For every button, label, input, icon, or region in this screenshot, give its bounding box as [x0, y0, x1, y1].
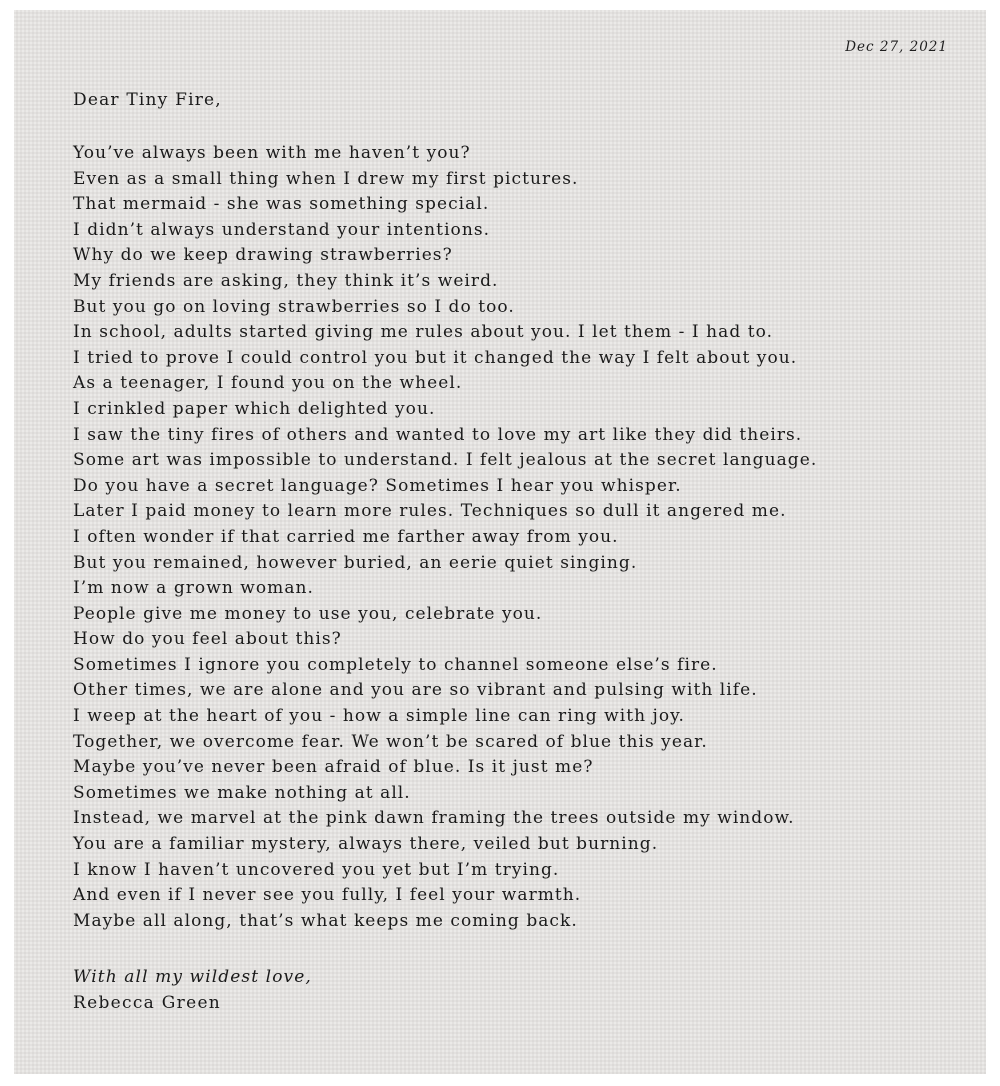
letter-paper	[14, 10, 986, 1074]
letter-line: Some art was impossible to understand. I felt jealous at the secret language.	[73, 450, 818, 471]
letter-line: You’ve always been with me haven’t you?	[73, 143, 471, 163]
letter-line: Other times, we are alone and you are so vibrant and pulsing with life.	[73, 680, 758, 701]
letter-line: Sometimes I ignore you completely to channel someone else’s fire.	[73, 654, 718, 675]
letter-line: I know I haven’t uncovered you yet but I’m trying.	[73, 859, 560, 880]
letter-line: As a teenager, I found you on the wheel.	[73, 373, 463, 394]
letter-line: I saw the tiny fires of others and wanted to love my art like they did theirs.	[73, 424, 803, 445]
letter-line: Later I paid money to learn more rules. Techniques so dull it angered me.	[73, 501, 787, 522]
letter-line: Sometimes we make nothing at all.	[73, 782, 411, 803]
letter-line: My friends are asking, they think it’s weird.	[73, 270, 499, 291]
letter-line: That mermaid - she was something special.	[73, 194, 490, 215]
letter-line: Instead, we marvel at the pink dawn framing the trees outside my window.	[73, 808, 795, 829]
letter-line: And even if I never see you fully, I feel your warmth.	[73, 885, 582, 906]
letter-line: But you remained, however buried, an eerie quiet singing.	[73, 552, 638, 573]
letter-line: People give me money to use you, celebrate you.	[73, 603, 543, 624]
letter-line: Do you have a secret language? Sometimes I hear you whisper.	[73, 475, 682, 496]
letter-line: You are a familiar mystery, always there, veiled but burning.	[73, 834, 659, 855]
letter-line: Maybe all along, that’s what keeps me coming back.	[73, 910, 578, 931]
letter-line: I often wonder if that carried me farther away from you.	[73, 526, 619, 547]
letter-salutation: Dear Tiny Fire,	[73, 90, 222, 110]
letter-line: In school, adults started giving me rules about you. I let them - I had to.	[73, 322, 774, 343]
letter-line: I tried to prove I could control you but it changed the way I felt about you.	[73, 347, 798, 368]
letter-line: How do you feel about this?	[73, 629, 342, 650]
letter-line: Together, we overcome fear. We won’t be scared of blue this year.	[73, 731, 708, 752]
letter-signature: Rebecca Green	[73, 993, 222, 1013]
letter-date: Dec 27, 2021	[845, 39, 948, 55]
letter-line: Even as a small thing when I drew my first pictures.	[73, 168, 579, 189]
letter-line: Why do we keep drawing strawberries?	[73, 245, 453, 266]
letter-line: But you go on loving strawberries so I do too.	[73, 296, 515, 317]
letter-line: I crinkled paper which delighted you.	[73, 398, 436, 419]
letter-line: Maybe you’ve never been afraid of blue. Is it just me?	[73, 757, 594, 778]
letter-body	[73, 141, 978, 934]
letter-line: I didn’t always understand your intentions.	[73, 219, 491, 240]
letter-line: I weep at the heart of you - how a simple line can ring with joy.	[73, 706, 685, 727]
letter-closing: With all my wildest love,	[73, 967, 312, 987]
letter-line: I’m now a grown woman.	[73, 578, 314, 599]
